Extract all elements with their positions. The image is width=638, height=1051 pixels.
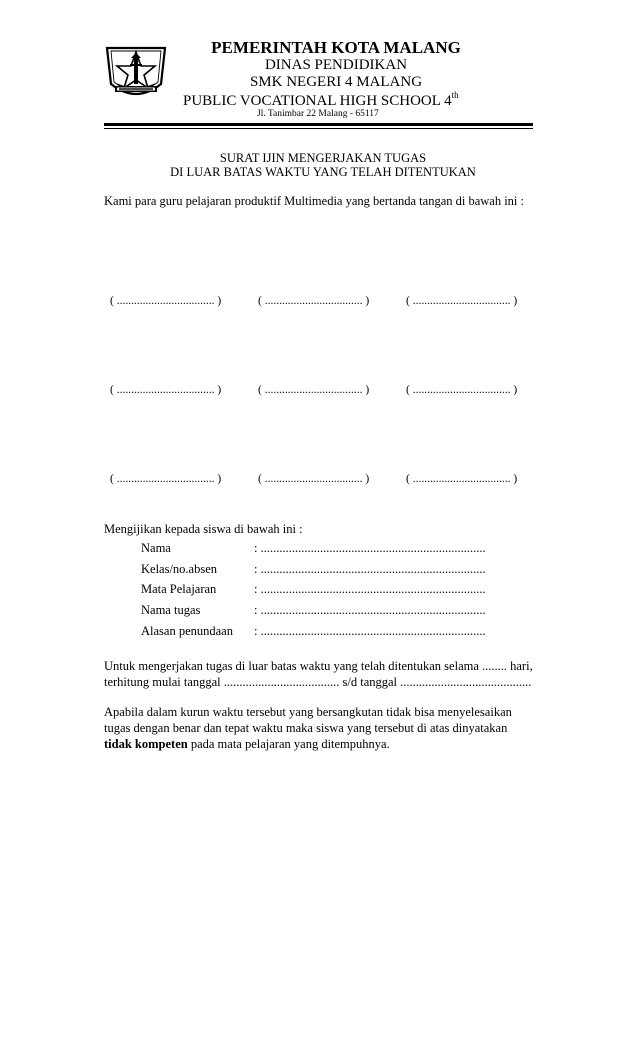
field-label-mapel: Mata Pelajaran — [141, 582, 217, 596]
signature-blank: ( .................................. ) — [110, 295, 222, 307]
field-value-mapel: : ........................................................................ — [254, 582, 486, 596]
header-rule-thick — [104, 123, 533, 126]
period-line2: terhitung mulai tanggal ..................................... s/d tanggal .......................................... — [104, 675, 532, 689]
signature-blank: ( .................................. ) — [110, 473, 222, 485]
letter-title-line2: DI LUAR BATAS WAKTU YANG TELAH DITENTUKAN — [170, 165, 476, 179]
warning-emphasis: tidak kompeten — [104, 737, 188, 751]
field-label-kelas: Kelas/no.absen — [141, 562, 218, 576]
field-value-nama: : ........................................................................ — [254, 541, 486, 555]
warning-line3-rest: pada mata pelajaran yang ditempuhnya. — [187, 737, 390, 751]
letter-title-line1: SURAT IJIN MENGERJAKAN TUGAS — [219, 151, 427, 165]
warning-line2: tugas dengan benar dan tepat waktu maka siswa yang tersebut di atas dinyatakan — [104, 721, 508, 735]
field-label-tugas: Nama tugas — [141, 603, 201, 617]
permission-intro: Mengijikan kepada siswa di bawah ini : — [104, 522, 303, 536]
signature-blank: ( .................................. ) — [110, 384, 222, 396]
signature-blank: ( .................................. ) — [406, 473, 518, 485]
header-superscript: th — [451, 90, 459, 100]
field-label-nama: Nama — [141, 541, 171, 555]
warning-line3 — [104, 736, 536, 752]
signature-blank: ( .................................. ) — [258, 384, 370, 396]
header-department: DINAS PENDIDIKAN — [264, 57, 408, 73]
header-school: SMK NEGERI 4 MALANG — [249, 74, 423, 90]
field-value-kelas: : ........................................................................ — [254, 562, 486, 576]
field-label-alasan: Alasan penundaan — [141, 624, 233, 638]
header-address: Jl. Tanimbar 22 Malang - 65117 — [257, 109, 379, 119]
field-value-tugas: : ........................................................................ — [254, 603, 486, 617]
signature-blank: ( .................................. ) — [258, 473, 370, 485]
header-school-english-text: PUBLIC VOCATIONAL HIGH SCHOOL 4 — [183, 93, 452, 109]
warning-line1: Apabila dalam kurun waktu tersebut yang bersangkutan tidak bisa menyelesaikan — [104, 705, 512, 719]
signature-blank: ( .................................. ) — [406, 295, 518, 307]
header-rule-thin — [104, 128, 533, 129]
header-government: PEMERINTAH KOTA MALANG — [211, 38, 461, 57]
intro-text: Kami para guru pelajaran produktif Multimedia yang bertanda tangan di bawah ini : — [104, 194, 525, 208]
field-value-alasan: : ........................................................................ — [254, 624, 486, 638]
signature-blank: ( .................................. ) — [258, 295, 370, 307]
header-school-english — [183, 90, 459, 110]
signature-blank: ( .................................. ) — [406, 384, 518, 396]
period-line1: Untuk mengerjakan tugas di luar batas waktu yang telah ditentukan selama ........ hari, — [104, 659, 533, 673]
